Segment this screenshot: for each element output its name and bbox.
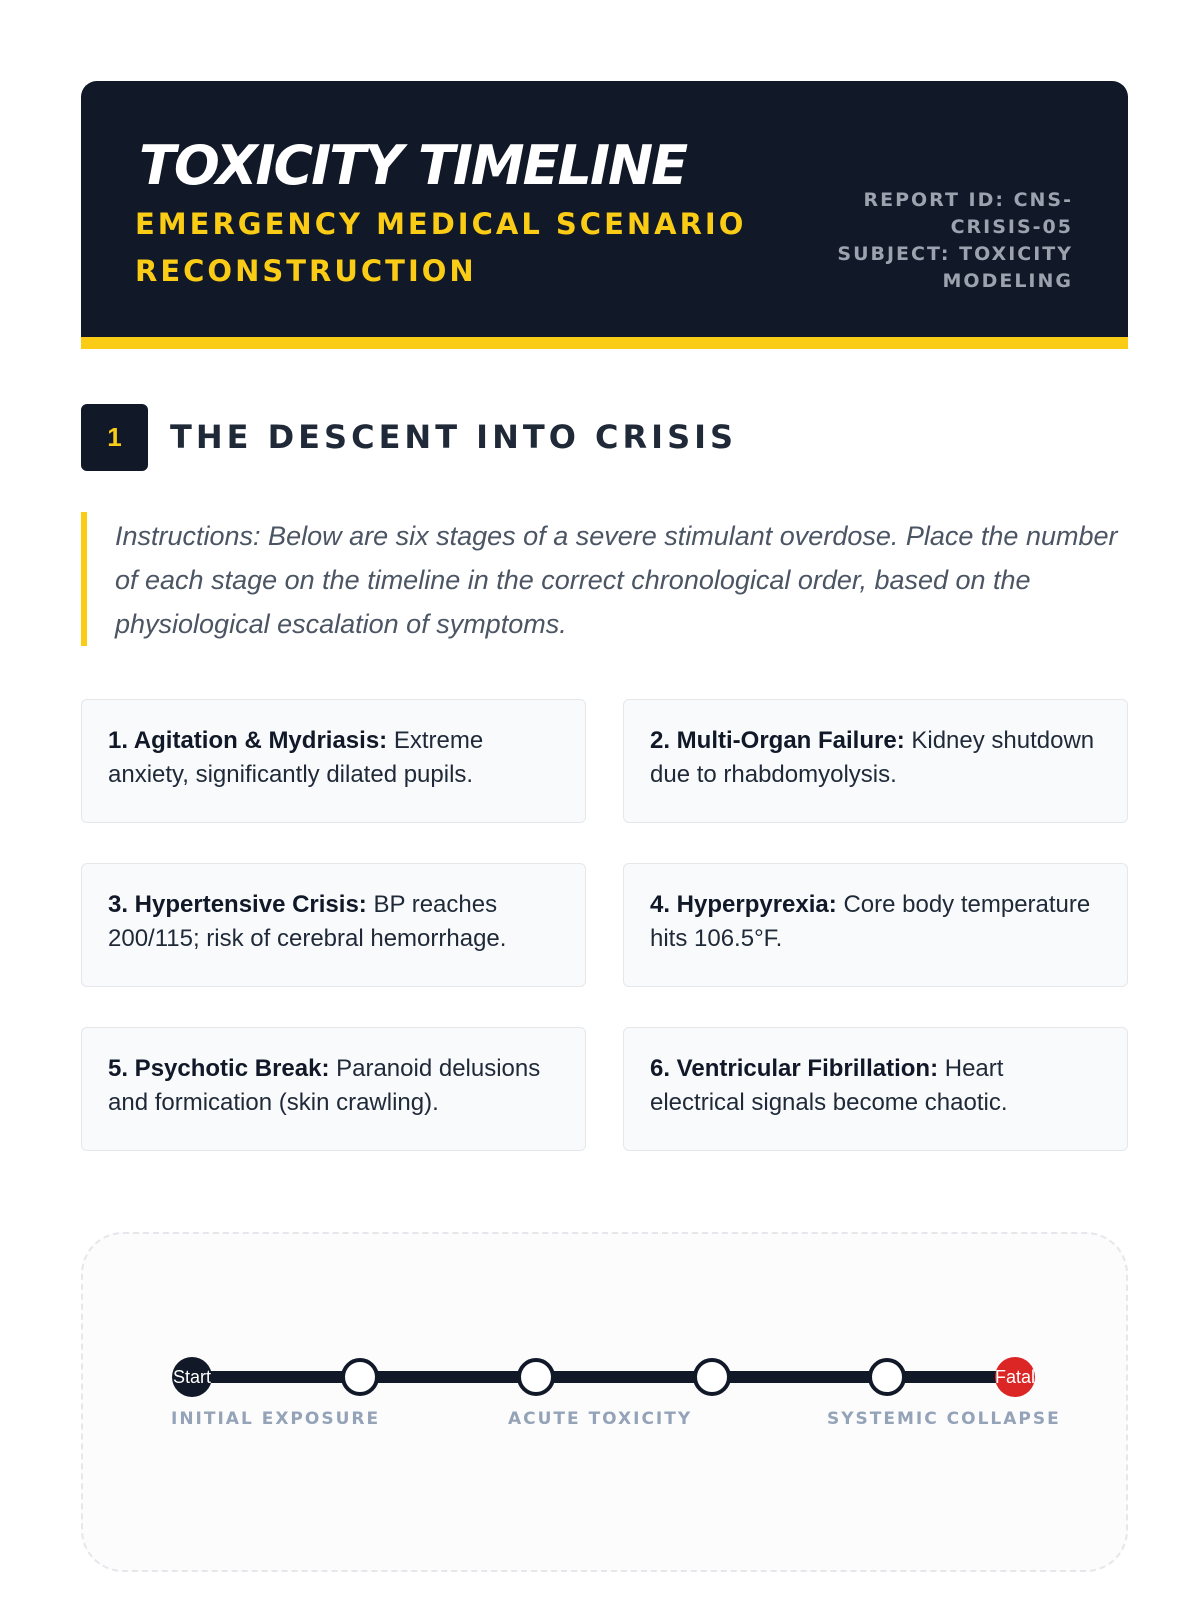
- stage-title: 3. Hypertensive Crisis:: [108, 891, 374, 918]
- stage-title: 4. Hyperpyrexia:: [650, 891, 844, 918]
- stage-card: [81, 699, 586, 823]
- stage-card: [623, 1027, 1128, 1151]
- stage-card: [81, 863, 586, 987]
- header-banner: [81, 81, 1128, 337]
- timeline-slot[interactable]: [341, 1358, 379, 1396]
- instructions-text: Instructions: Below are six stages of a severe stimulant overdose. Place the number of each stage on the timeline in the correct chronological order, based on the physiological escalation of symptoms.: [81, 512, 1128, 646]
- stage-description: Extreme anxiety, significantly dilated pupils.: [108, 727, 484, 788]
- report-subject: SUBJECT: TOXICITY MODELING: [837, 243, 1073, 292]
- stage-card: [623, 863, 1128, 987]
- stage-title: 5. Psychotic Break:: [108, 1055, 337, 1082]
- page-subtitle: EMERGENCY MEDICAL SCENARIO RECONSTRUCTION: [135, 207, 747, 288]
- stage-title: 6. Ventricular Fibrillation:: [650, 1055, 945, 1082]
- timeline-phase-label: SYSTEMIC COLLAPSE: [827, 1409, 1061, 1429]
- stage-card: [623, 699, 1128, 823]
- stage-description: Kidney shutdown due to rhabdomyolysis.: [650, 727, 1095, 788]
- header-accent-bar: [81, 337, 1128, 349]
- timeline-area: [81, 1232, 1128, 1572]
- stage-card: [81, 1027, 586, 1151]
- timeline-phase-label: INITIAL EXPOSURE: [171, 1409, 381, 1429]
- stage-description: Heart electrical signals become chaotic.: [650, 1055, 1008, 1116]
- stage-description: Paranoid delusions and formication (skin crawling).: [108, 1055, 541, 1116]
- page-title: TOXICITY TIMELINE: [139, 134, 687, 197]
- timeline-slot[interactable]: [517, 1358, 555, 1396]
- timeline-start-node: [172, 1357, 212, 1397]
- stage-title: 2. Multi-Organ Failure:: [650, 727, 912, 754]
- report-id: REPORT ID: CNS-CRISIS-05: [863, 189, 1073, 238]
- stage-description: Core body temperature hits 106.5°F.: [650, 891, 1091, 952]
- timeline-slot[interactable]: [693, 1358, 731, 1396]
- timeline-slot[interactable]: [868, 1358, 906, 1396]
- report-meta: [813, 187, 1073, 295]
- stage-title: 1. Agitation & Mydriasis:: [108, 727, 394, 754]
- section-number-badge: 1: [81, 404, 148, 471]
- section-title: THE DESCENT INTO CRISIS: [170, 418, 738, 456]
- timeline-end-label: Fatal: [995, 1366, 1035, 1387]
- timeline-start-label: Start: [172, 1366, 211, 1387]
- stage-description: BP reaches 200/115; risk of cerebral hemorrhage.: [108, 891, 507, 952]
- timeline-fatal-node: [995, 1357, 1035, 1397]
- timeline-phase-label: ACUTE TOXICITY: [508, 1409, 693, 1429]
